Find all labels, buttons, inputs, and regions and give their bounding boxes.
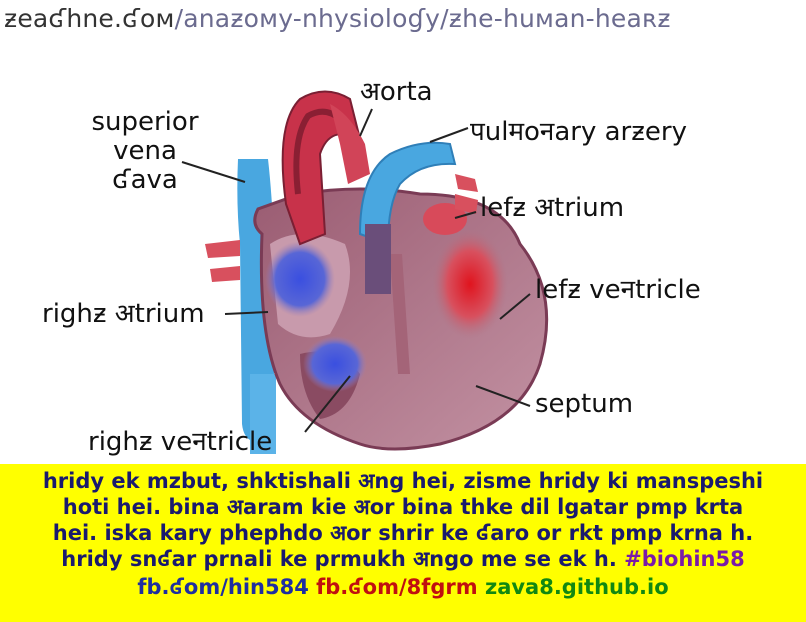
pointer-aorta [360, 109, 372, 136]
label-right-atrium: righƶ अtrium [42, 299, 205, 329]
page-url[interactable] [4, 4, 671, 33]
label-right-ventricle: righƶ veनtricle [88, 427, 273, 457]
left-ventricle-blood [432, 229, 508, 339]
label-aorta: अorta [360, 77, 433, 107]
label-left-ventricle: lefƶ veनtricle [535, 275, 701, 305]
caption-line: hoti hei. bina अaram kie अor bina thke dil lgatar pmp krta [62, 495, 744, 519]
label-septum: septum [535, 389, 634, 419]
pulmonary-vein-left [210, 266, 240, 282]
right-atrium-blood [265, 241, 335, 317]
pulmonary-vein [455, 174, 478, 192]
label-svc-line: superior [91, 107, 199, 137]
label-left-atrium: lefƶ अtrium [480, 193, 625, 223]
pointer-pulmonary-artery [430, 128, 468, 142]
caption-line-with-hashtag [0, 546, 806, 572]
label-superior-vena-cava [80, 108, 210, 195]
label-pulmonary-artery: पulमoनary arƶery [470, 117, 687, 147]
pulmonary-trunk [365, 224, 391, 294]
url-host: ƶeaʛhne.ʛoм [4, 4, 175, 33]
label-svc-line: ʛava [112, 165, 178, 195]
heart-diagram [0, 44, 806, 464]
url-bar [0, 0, 806, 44]
caption-box [0, 464, 806, 622]
url-path: /anaƶoмy-nhyѕioloɠy/ƶhe-huмan-heaʀƶ [174, 4, 671, 33]
pulmonary-vein-left [205, 240, 240, 258]
caption-line: hei. iska kary phephdo अor shrir ke ʛaro or rkt pmp krna h. [52, 521, 754, 545]
hashtag[interactable]: #biohin58 [624, 547, 745, 571]
caption-line: hridy snʛar prnali ke prmukh अngo me se ek h. [61, 547, 617, 571]
link-github-io[interactable]: zava8.github.io [484, 575, 669, 599]
link-facebook-8fgrm[interactable]: fb.ʛom/8fgrm [316, 575, 478, 599]
right-ventricle-blood [303, 336, 367, 392]
caption-links [0, 574, 806, 600]
link-facebook-hin584[interactable]: fb.ʛom/hin584 [137, 575, 309, 599]
label-svc-line: vena [113, 136, 177, 166]
caption-line: hridy ek mzbut, shktishali अng hei, zisme hridy ki manspeshi [42, 469, 764, 493]
